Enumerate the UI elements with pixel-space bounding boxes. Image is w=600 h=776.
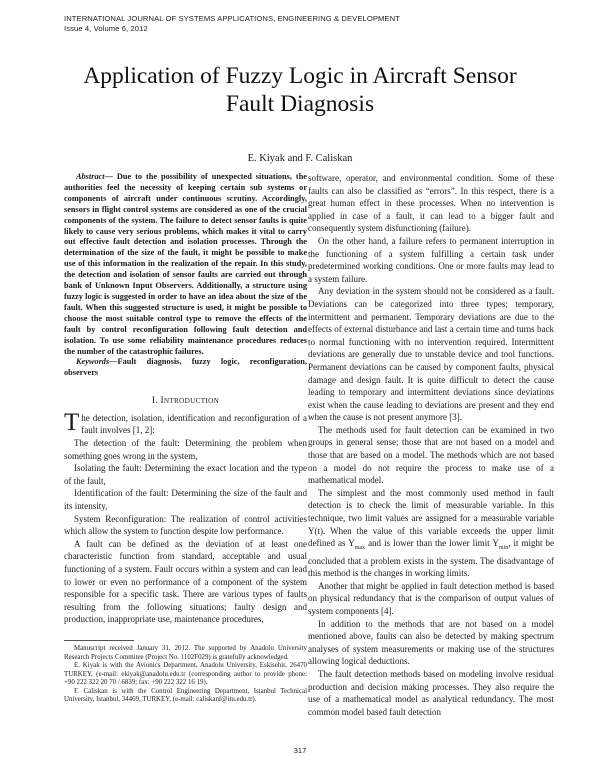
right-paragraph-2: On the other hand, a failure refers to permanent interruption in the functioning of a system fulfilling a certain task under predetermined working conditions. One or more faults may lead to a system failure. bbox=[308, 235, 554, 284]
footnote-1: Manuscript received January 31, 2012. The supported by Anadolu University Research Projects Commitee (Project No. 1102F029) is gratefully acknowledged. bbox=[64, 644, 307, 661]
abstract-label: Abstract— bbox=[76, 172, 113, 181]
footnote-3: F. Caliskan is with the Control Engineering Department, Istanbul Technical University, Istanbul, 34469, TURKEY, (e-mail: caliskanf@itu.edu.tr). bbox=[64, 687, 307, 704]
abstract-text: Due to the possibility of unexpected situations, the authorities feel the necessity of keeping certain sub systems or components of aircraft under continuous scrutiny. Accordingly, sensors in flight control systems are considered as one of the crucial components of the system. The failure to detect sensor faults is quite likely to cause very serious problems, which makes it vital to carry out effective fault detection and isolation processes. Through the determination of the size of the fault, it might be possible to make use of this information in the realization of the repair. In this study, the detection and isolation of sensor faults are carried out through bank of Unknown Input Observers. Additionally, a structure using fuzzy logic is suggested in order to have an idea about the size of the fault. When this suggested structure is used, it might be possible to choose the most suitable control type to remove the effects of the fault by control reconfiguration following fault detection and isolation. To use some reliability maintenance procedures reduces the number of the catastrophic failures. bbox=[64, 172, 307, 356]
right-paragraph-1: software, operator, and environmental condition. Some of these faults can also be classified as “errors”. In this respect, there is a great human effect in these processes. When no intervention is applied in case of a fault, it can lead to a bigger fault and consequently system disfunctioning (failure). bbox=[308, 173, 554, 234]
keywords bbox=[64, 357, 307, 379]
title-line-2: Fault Diagnosis bbox=[225, 91, 375, 117]
keywords-label: Keywords— bbox=[76, 357, 118, 367]
intro-paragraph-2: The detection of the fault: Determining the problem when something goes wrong in the system, bbox=[64, 438, 307, 461]
abstract bbox=[64, 172, 307, 357]
intro-paragraph-6: A fault can be defined as the deviation of at least one characteristic function from standard, acceptable and usual functioning of a system. Fault occurs within a system and can lead to lower or even no performance of a component of the system responsible for a specific task. There are various types of faults resulting from the following situations; faulty design and production, inappropriate use, maintenance procedures, bbox=[64, 538, 307, 625]
section-title-first: I bbox=[160, 395, 164, 406]
right-paragraph-4: The methods used for fault detection can be examined in two groups in general sense; those that are not based on a model and those that are based on a model. The methods which are not based on a model do not require the process to make use of a mathematical model. bbox=[308, 424, 554, 486]
section-heading bbox=[64, 394, 307, 408]
intro-paragraph-5: System Reconfiguration: The realization of control activities which allow the system to function despite low performance. bbox=[64, 513, 307, 537]
right-paragraph-3: Any deviation in the system should not be considered as a fault. Deviations can be categorized into three types; temporary, intermittent and permanent. Temporary deviations are due to the effects of external disturbance and last a certain time and turns back to normal functioning with no intervention required. Intermittent deviations are generally due to unstable device and tool functions. Permanent deviations can be caused by component faults, physical damage and design fault. It is quite difficult to detect the cause leading to temporary and intermittent deviations since deviations exist when the cause leading to deviations are present and they end when the cause is not present anymore [3]. bbox=[308, 286, 554, 423]
journal-name: INTERNATIONAL JOURNAL OF SYSTEMS APPLICATIONS, ENGINEERING & DEVELOPMENT bbox=[64, 14, 400, 23]
authors: E. Kiyak and F. Caliskan bbox=[247, 153, 353, 164]
subscript-max: max bbox=[354, 545, 366, 552]
intro-paragraph-1: The detection, isolation, identification and reconfiguration of a fault involves [1, 2]: bbox=[64, 408, 307, 436]
right-paragraph-8: The fault detection methods based on modeling involve residual production and decision making processes. They also require the use of a mathematical model as analytical redundancy. The most common model based fault detection bbox=[308, 668, 554, 717]
right-paragraph-5: The simplest and the most commonly used method in fault detection is to check the limit of measurable variable. In this technique, two limit values are assigned for a measurable variable Y(t). When the value of this variable exceeds the upper limit defined as $Y_{max}$ and is lower than the lower limit $Y_{min}$, it might be concluded that a problem exists in the system. The disadvantage of this method is the changes in working limits. bbox=[308, 487, 555, 579]
title-line-1: Application of Fuzzy Logic in Aircraft Sensor bbox=[83, 63, 517, 89]
right-column bbox=[308, 172, 554, 718]
journal-issue: Issue 4, Volume 6, 2012 bbox=[64, 24, 148, 33]
intro-paragraph-4: Identification of the fault: Determining the size of the fault and its intensity, bbox=[64, 488, 307, 511]
right-paragraph-6: Another that might be applied in fault detection method is based on physical redundancy that is the comparison of output values of system components [4]. bbox=[308, 580, 554, 616]
section-numeral: I. bbox=[151, 395, 158, 406]
right-paragraph-7: In addition to the methods that are not based on a model mentioned above, faults can also be detected by making spectrum analyses of system measurements or making use of the structures allowing logical deductions. bbox=[308, 618, 554, 667]
subscript-min: min bbox=[498, 545, 509, 552]
section-title-rest: NTRODUCTION bbox=[163, 397, 220, 406]
keywords-text: Fault diagnosis, fuzzy logic, reconfiguration, observers bbox=[64, 357, 307, 378]
footnote-2: E. Kiyak is with the Avionics Department, Anadolu University, Eskisehir, 26470 TURKEY, (e-mail: ekiyak@anadolu.edu.tr (corresponding author to provide phone: +90 222 322 20 70 / 6839; fax: +90 222 322 16 19). bbox=[64, 662, 307, 687]
page-number: 317 bbox=[293, 746, 307, 755]
journal-header bbox=[64, 14, 400, 34]
footnote-rule bbox=[64, 640, 134, 641]
left-column bbox=[64, 172, 307, 705]
intro-paragraph-3: Isolating the fault: Determining the exact location and the type of the fault, bbox=[64, 463, 307, 486]
drop-cap: T bbox=[64, 408, 80, 436]
paper-title bbox=[40, 62, 560, 118]
